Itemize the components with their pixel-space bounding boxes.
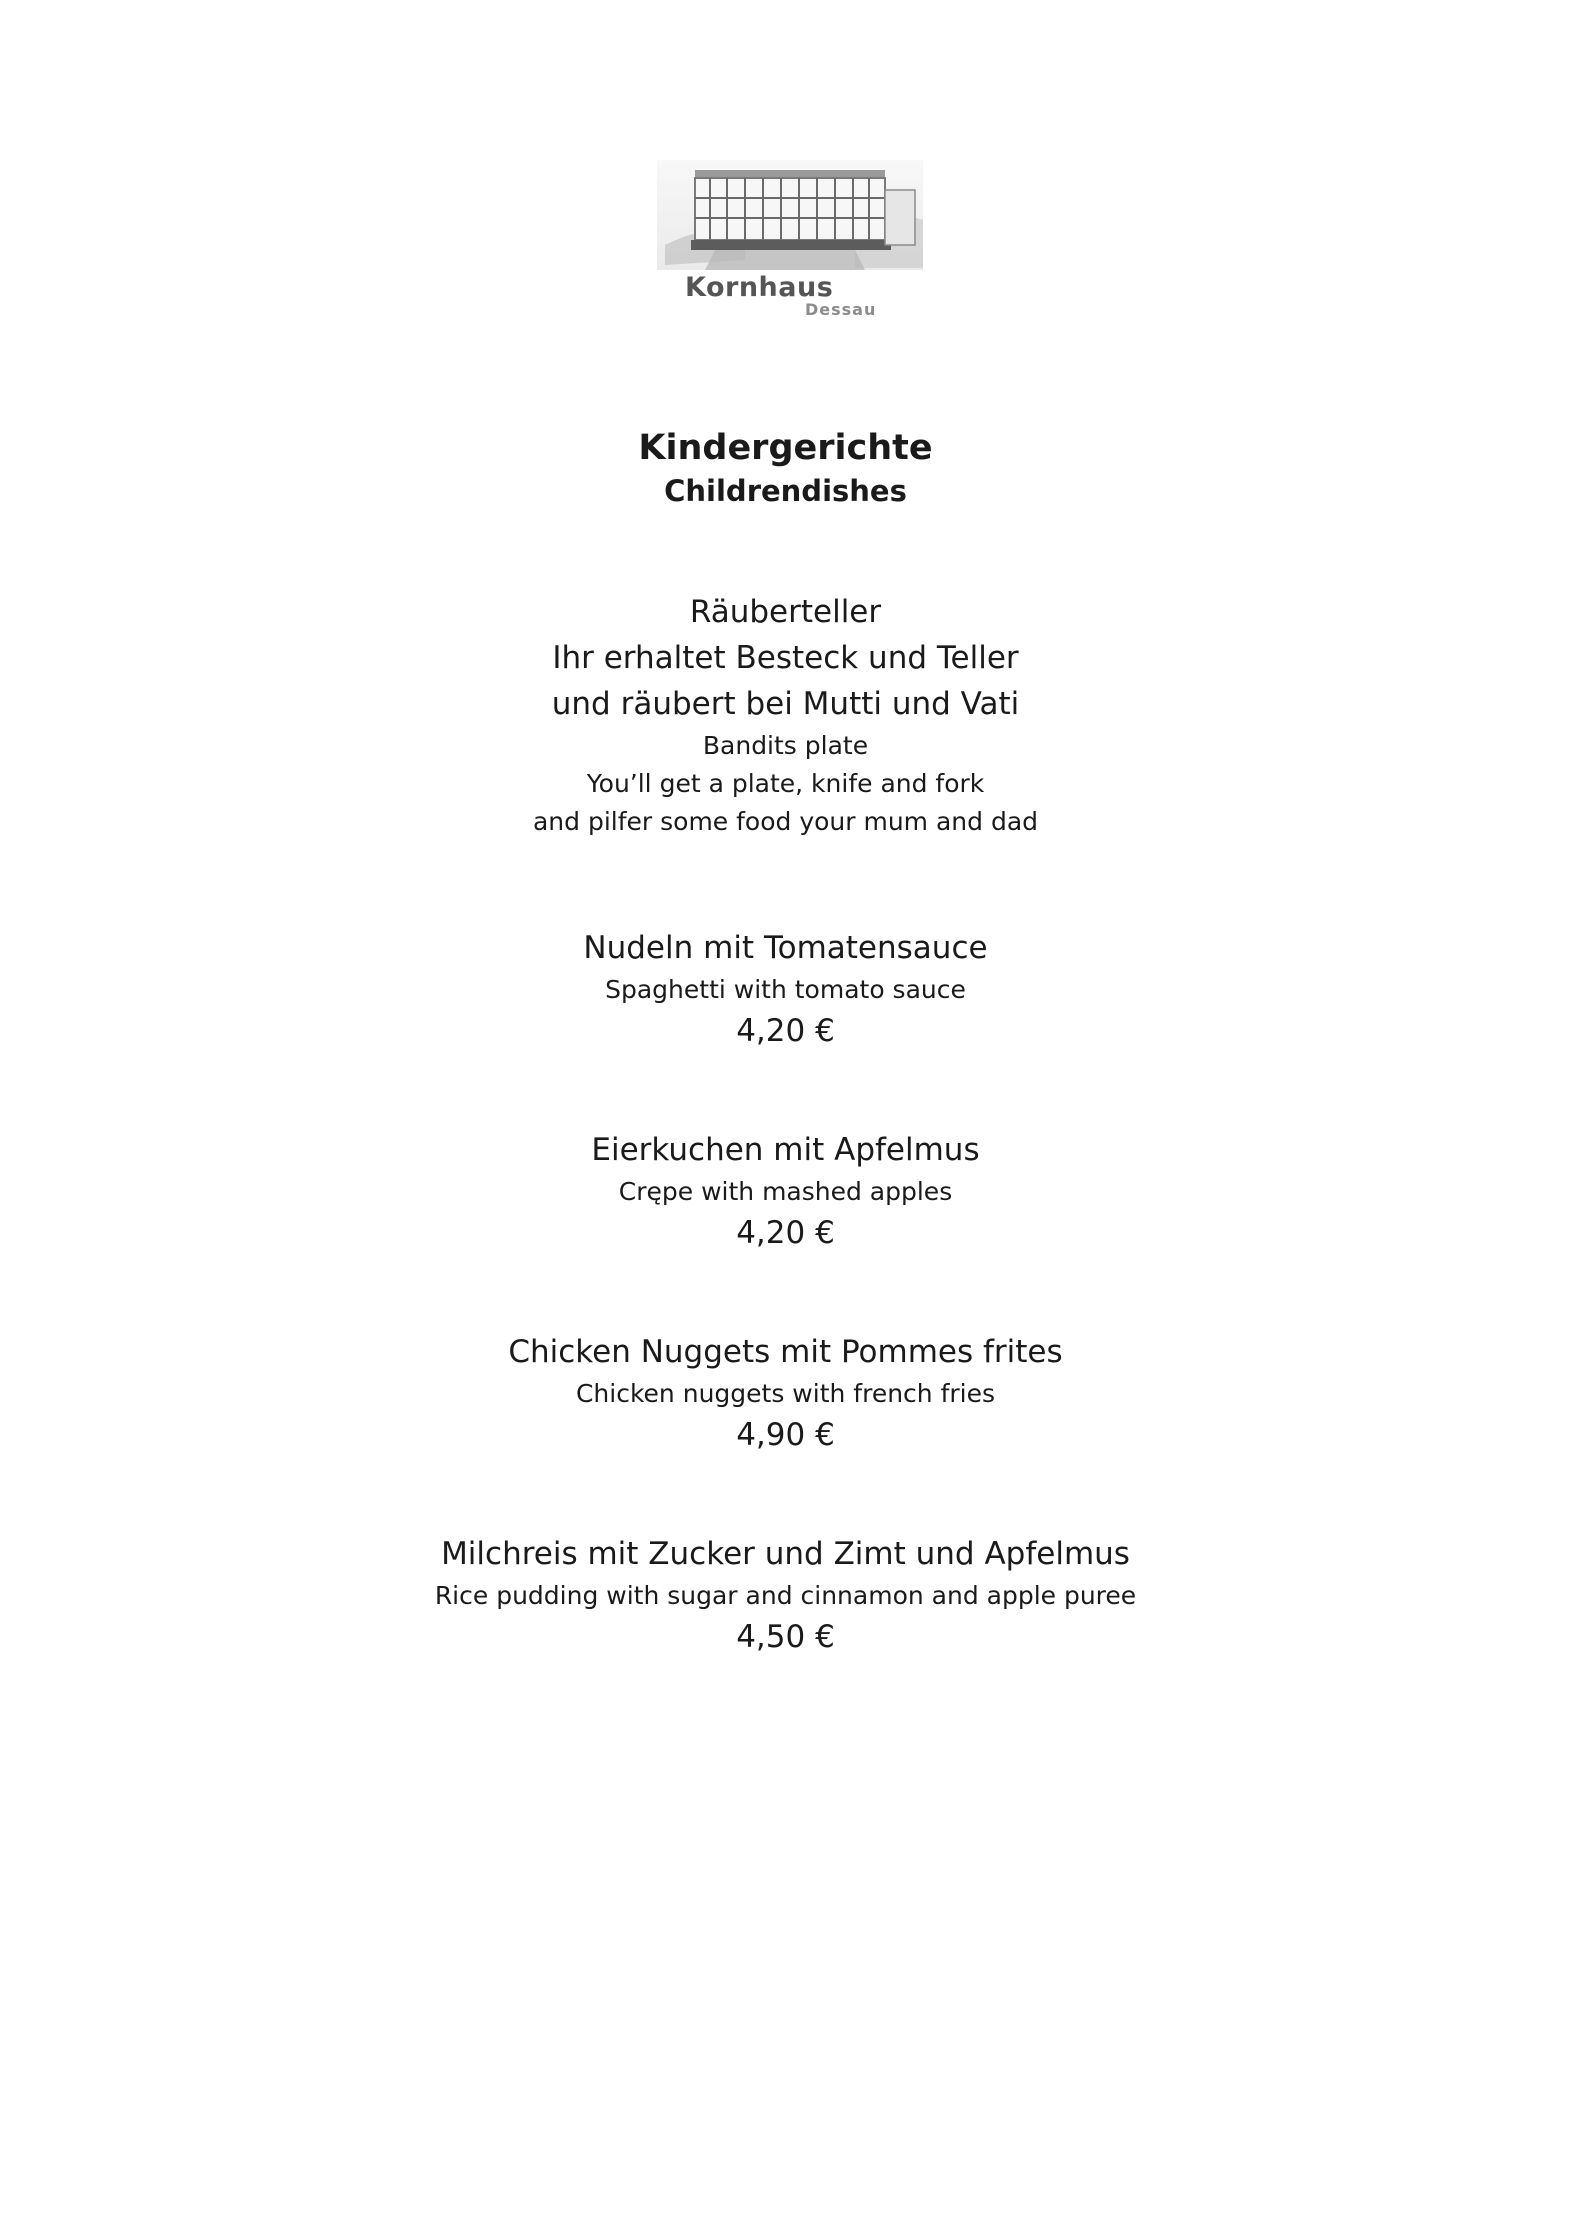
logo-brand-name: Kornhaus [685, 272, 834, 303]
item-description: Chicken nuggets with french fries [575, 1379, 996, 1408]
building-illustration-icon [655, 150, 925, 280]
menu-item-bandits-plate [0, 589, 1571, 841]
item-name: Milchreis mit Zucker und Zimt und Apfelmus [441, 1536, 1130, 1572]
menu-subtitle: Childrendishes [664, 474, 907, 508]
item-description: You’ll get a plate, knife and fork [586, 769, 985, 798]
item-name: und räubert bei Mutti und Vati [551, 686, 1020, 722]
item-description: Bandits plate [702, 731, 869, 760]
item-price: 4,50 € [736, 1619, 835, 1655]
menu-title: Kindergerichte [638, 428, 933, 468]
menu-item-rice-pudding [0, 1531, 1571, 1659]
item-price: 4,20 € [736, 1215, 835, 1251]
item-description: and pilfer some food your mum and dad [532, 807, 1039, 836]
item-name: Nudeln mit Tomatensauce [583, 930, 988, 966]
item-name: Eierkuchen mit Apfelmus [591, 1132, 980, 1168]
menu-item-chicken-nuggets [0, 1329, 1571, 1457]
kornhaus-logo [655, 150, 925, 330]
item-description: Rice pudding with sugar and cinnamon and apple puree [434, 1581, 1137, 1610]
item-name: Chicken Nuggets mit Pommes frites [508, 1334, 1063, 1370]
item-price: 4,90 € [736, 1417, 835, 1453]
menu-item-crepe [0, 1127, 1571, 1255]
menu-item-spaghetti [0, 925, 1571, 1053]
menu-content [0, 425, 1571, 1659]
item-price: 4,20 € [736, 1013, 835, 1049]
item-description: Crępe with mashed apples [618, 1177, 953, 1206]
item-name: Ihr erhaltet Besteck und Teller [552, 640, 1019, 676]
item-name: Räuberteller [689, 594, 882, 630]
item-description: Spaghetti with tomato sauce [605, 975, 966, 1004]
logo-city-name: Dessau [805, 300, 877, 319]
